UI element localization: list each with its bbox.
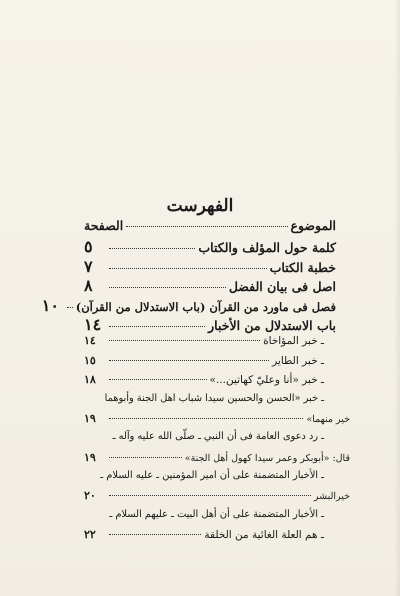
toc-subentry-title: ـ الأخبار المتضمنة على أن امير المؤمنين ـ عليه السلام ـ xyxy=(100,470,324,482)
toc-subentry-continuation xyxy=(84,450,350,470)
toc-subentry xyxy=(84,509,336,528)
toc-subentry xyxy=(84,431,336,450)
toc-subentry-title: ـ خبر «الحسن والحسين سيدا شباب اهل الجنة وأبوهما xyxy=(104,392,324,404)
toc-entry xyxy=(84,276,336,295)
toc-subentry-page: ٢٢ xyxy=(84,528,96,542)
toc-entry-page: ٥ xyxy=(84,237,93,257)
leader-dots xyxy=(109,248,195,249)
toc-subentry-page: ٢٠ xyxy=(84,489,96,503)
leader-dots xyxy=(109,340,260,341)
toc-subentry-title: ـ هم العلة الغائية من الخلقة xyxy=(204,529,324,542)
leader-dots xyxy=(109,534,201,535)
toc-entry-title: فصل فى ماورد من القرآن (باب الاستدلال من القرآن) xyxy=(75,299,336,314)
page-column-header: الصفحة xyxy=(84,218,124,233)
leader-dots xyxy=(109,360,269,361)
toc-entry-page: ١٤ xyxy=(84,314,102,334)
leader-dots xyxy=(109,287,226,288)
toc-entry xyxy=(84,315,336,334)
toc-entry-page: ٨ xyxy=(84,276,93,296)
table-of-contents xyxy=(41,218,350,548)
toc-header xyxy=(84,218,336,237)
toc-subentry-page: ١٥ xyxy=(84,353,96,367)
toc-subentry xyxy=(84,354,336,373)
toc-subentry-title: ـ خبر المؤاخاة xyxy=(263,335,324,348)
toc-subentry-title: ـ الأخبار المتضمنة على أن أهل البيت ـ عليهم السلام ـ xyxy=(109,508,324,520)
toc-subentry-continuation xyxy=(84,411,350,431)
toc-entry-title: باب الاستدلال من الأخبار xyxy=(208,317,336,333)
page-edge-shadow xyxy=(394,0,400,596)
toc-subentry-title: ـ خبر «أنا وعليّ كهاتين...» xyxy=(209,374,324,387)
toc-subentry xyxy=(84,393,336,412)
toc-subentry-continuation-text: قال: «أبوبكر وعمر سيدا كهول أهل الجنة» xyxy=(184,452,350,464)
leader-dots xyxy=(109,326,205,327)
toc-subentry-continuation-text: خير منهما» xyxy=(306,413,350,425)
toc-subentry-continuation xyxy=(84,489,350,508)
toc-subentry-continuation-text: خيرالبشر xyxy=(313,491,350,503)
leader-dots xyxy=(109,495,311,496)
toc-subentry-page: ١٩ xyxy=(84,450,96,464)
toc-entry-page: ١٠ xyxy=(41,295,59,315)
leader-dots xyxy=(109,418,303,419)
toc-subentry xyxy=(84,334,336,353)
toc-subentry-title: ـ رد دعوى العامة فى أن النبي ـ صلّى الله عليه وآله ـ xyxy=(112,431,324,443)
toc-entry xyxy=(84,257,336,276)
toc-entry xyxy=(84,237,336,256)
toc-entry-title: اصل فى بيان الفضل xyxy=(228,279,336,295)
leader-dots xyxy=(67,307,73,308)
page-title: الفهرست xyxy=(166,196,234,216)
leader-dots xyxy=(126,226,287,227)
toc-subentry-page: ١٩ xyxy=(84,411,96,425)
leader-dots xyxy=(109,457,182,458)
topic-column-header: الموضوع xyxy=(290,218,336,233)
leader-dots xyxy=(109,268,267,269)
leader-dots xyxy=(109,379,207,380)
toc-entry-title: خطبة الكتاب xyxy=(269,259,336,275)
toc-entry-title: كلمة حول المؤلف والكتاب xyxy=(198,240,336,256)
toc-subentry-title: ـ خبر الطاير xyxy=(272,354,324,367)
toc-subentry-page: ١٨ xyxy=(84,373,96,387)
toc-subentry xyxy=(84,470,336,489)
toc-subentry xyxy=(84,373,336,392)
toc-subentry xyxy=(84,528,336,547)
toc-entry-page: ٧ xyxy=(84,256,93,276)
toc-entry xyxy=(41,295,336,315)
toc-subentry-page: ١٤ xyxy=(84,334,96,348)
